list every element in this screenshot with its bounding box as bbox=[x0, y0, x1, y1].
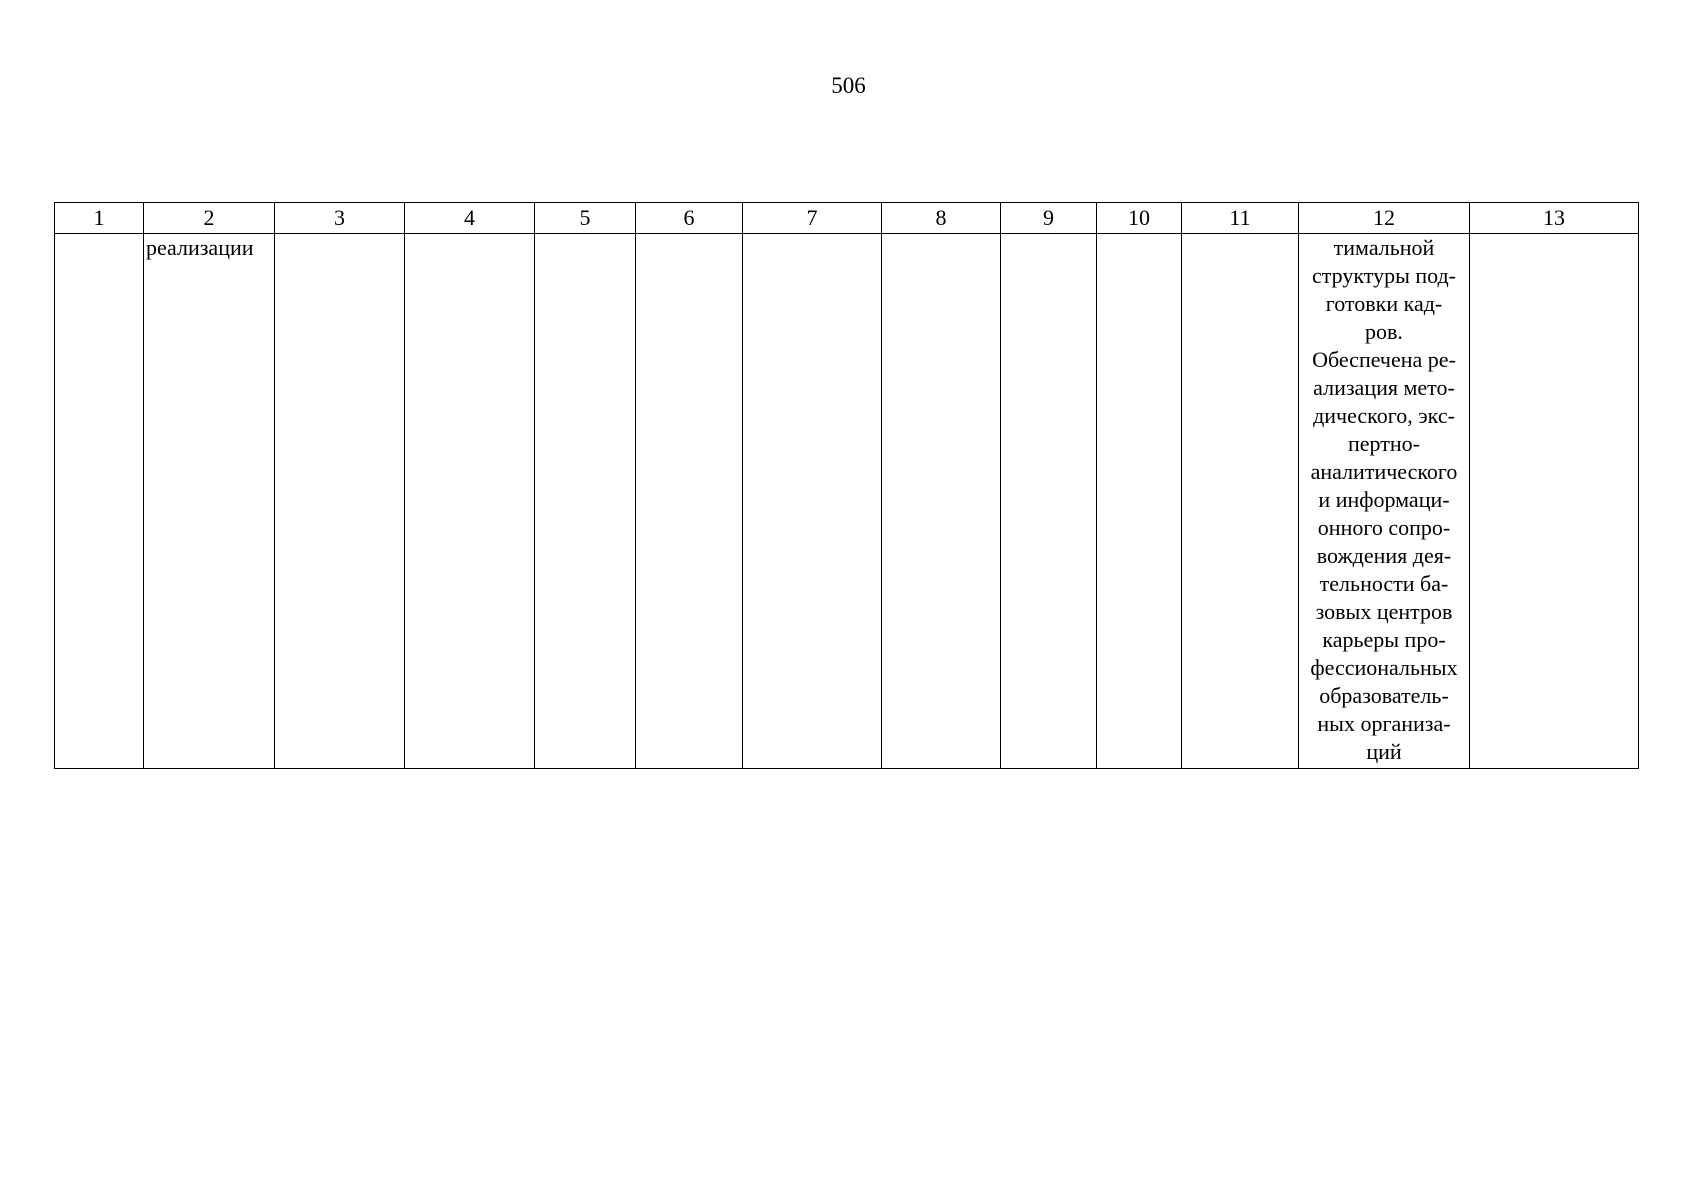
text-line: аналитического bbox=[1310, 459, 1458, 484]
table-cell bbox=[1182, 234, 1299, 769]
text-line: структуры под- bbox=[1311, 263, 1457, 288]
column-number-header: 5 bbox=[535, 203, 636, 234]
table-cell bbox=[1470, 234, 1639, 769]
page-number: 506 bbox=[831, 73, 866, 98]
column-number-header: 4 bbox=[405, 203, 535, 234]
text-line: фессиональных bbox=[1310, 655, 1458, 680]
text-line: готовки кад- bbox=[1325, 291, 1443, 316]
table-cell bbox=[1097, 234, 1182, 769]
text-line: и информаци- bbox=[1318, 487, 1450, 512]
table-cell bbox=[55, 234, 144, 769]
text-line: пертно- bbox=[1348, 431, 1420, 456]
column-number-header: 9 bbox=[1001, 203, 1097, 234]
table-cell bbox=[636, 234, 743, 769]
column-number-header: 12 bbox=[1299, 203, 1470, 234]
column-number-header: 2 bbox=[144, 203, 275, 234]
text-line: онного сопро- bbox=[1317, 515, 1451, 540]
table-cell bbox=[1001, 234, 1097, 769]
text-line: образователь- bbox=[1319, 683, 1449, 708]
table-cell bbox=[743, 234, 882, 769]
table-cell: реализации bbox=[144, 234, 275, 769]
table-cell bbox=[535, 234, 636, 769]
column-number-header: 8 bbox=[882, 203, 1001, 234]
column-number-header: 10 bbox=[1097, 203, 1182, 234]
text-line: вождения дея- bbox=[1316, 543, 1452, 568]
text-line: тимальной bbox=[1333, 235, 1435, 260]
table-header-row bbox=[55, 203, 1639, 234]
column-number-header: 13 bbox=[1470, 203, 1639, 234]
column-number-header: 11 bbox=[1182, 203, 1299, 234]
column-number-header: 6 bbox=[636, 203, 743, 234]
text-line: Обеспечена ре- bbox=[1312, 347, 1456, 372]
table-cell bbox=[882, 234, 1001, 769]
text-line: ров. bbox=[1365, 319, 1403, 344]
text-line: зовых центров bbox=[1315, 599, 1453, 624]
text-line: ализация мето- bbox=[1313, 375, 1455, 400]
table-cell bbox=[275, 234, 405, 769]
table-row bbox=[55, 234, 1639, 769]
text-line: карьеры про- bbox=[1322, 627, 1446, 652]
column-number-header: 1 bbox=[55, 203, 144, 234]
text-line: дического, экс- bbox=[1313, 403, 1455, 428]
data-table bbox=[54, 202, 1639, 769]
table-cell-result-text bbox=[1299, 234, 1470, 769]
text-line: тельности ба- bbox=[1319, 571, 1449, 596]
column-number-header: 3 bbox=[275, 203, 405, 234]
text-line: ных организа- bbox=[1317, 711, 1451, 736]
table-cell bbox=[405, 234, 535, 769]
text-line: ций bbox=[1366, 739, 1402, 764]
column-number-header: 7 bbox=[743, 203, 882, 234]
